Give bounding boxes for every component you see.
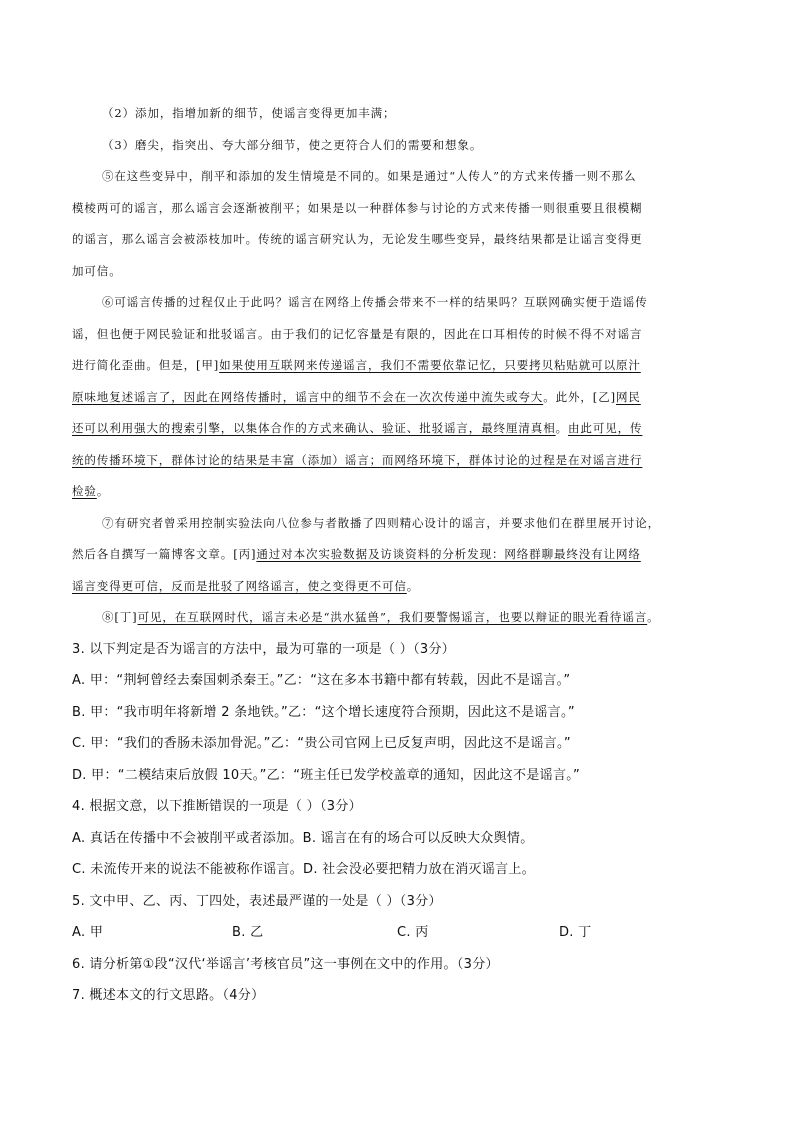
paragraph-6-line — [72, 382, 724, 414]
paragraph-5-line: 模棱两可的谣言，那么谣言会逐渐被削平；如果是以一种群体参与讨论的方式来传播一则很重要且很模糊 — [72, 200, 643, 215]
question-5-option-b: B. 乙 — [232, 925, 264, 940]
paragraph-7-line — [72, 571, 724, 603]
question-3-option-a: A. 甲：“荆轲曾经去秦国刺杀秦王。”乙：“这在多本书籍中都有转载，因此不是谣言。” — [72, 673, 571, 688]
question-3-stem: 3. 以下判定是否为谣言的方法中，最为可靠的一项是（ ）（3分） — [72, 641, 456, 657]
paragraph-6-line — [72, 413, 724, 445]
underlined-sentence-bing: 谣言变得更可信，反而是批驳了网络谣言，使之变得更不可信 — [72, 578, 407, 593]
reading-passage — [72, 98, 724, 634]
question-3-option-c: C. 甲：“我们的香肠未添加骨泥。”乙：“贵公司官网上已反复声明，因此这不是谣言。” — [72, 736, 571, 751]
passage-text: 。 — [555, 421, 569, 435]
underlined-sentence-jia: 原味地复述谣言了，因此在网络传播时，谣言中的细节不会在一次次传递中流失或夸大 — [72, 389, 544, 404]
question-4-stem: 4. 根据文意，以下推断错误的一项是（ ）（3分） — [72, 799, 362, 814]
paragraph-7-line — [72, 539, 724, 571]
paragraph-6-line — [72, 476, 724, 508]
question-section — [72, 634, 724, 1012]
underlined-sentence-conclusion: 由此可见，传 — [568, 421, 643, 435]
underlined-sentence-conclusion: 检验 — [72, 484, 97, 498]
underlined-sentence-ding: 可见，在互联网时代，谣言未必是“洪水猛兽”，我们要警惕谣言，也要以辩证的眼光看待谣言 — [137, 610, 648, 624]
paragraph-6-line — [72, 350, 724, 382]
paragraph-5-line: 加可信。 — [72, 263, 122, 278]
question-5-stem: 5. 文中甲、乙、丙、丁四处，表述最严谨的一处是（ ）（3分） — [72, 893, 442, 909]
passage-text: 。 — [96, 484, 110, 498]
question-3-option-d: D. 甲：“二模结束后放假 10天。”乙：“班主任已发学校盖章的通知，因此这不是谣言。” — [72, 767, 581, 783]
passage-text: 进行简化歪曲。但是，[甲] — [72, 358, 220, 372]
question-7-stem: 7. 概述本文的行文思路。（4分） — [72, 988, 265, 1003]
underlined-sentence-bing: 通过对本次实验数据及访谈资料的分析发现：网络群聊最终没有让网络 — [256, 547, 641, 561]
underlined-sentence-jia: 如果使用互联网来传递谣言，我们不需要依靠记忆，只要拷贝粘贴就可以原汁 — [219, 358, 641, 372]
paragraph-6-line: ⑥可谣言传播的过程仅止于此吗？谣言在网络上传播会带来不一样的结果吗？互联网确实便于造谣传 — [102, 295, 648, 309]
underlined-sentence-conclusion: 统的传播环境下，群体讨论的结果是丰富（添加）谣言；而网络环境下，群体讨论的过程是在对谣言进行 — [72, 452, 643, 467]
passage-text: 。 — [647, 610, 660, 624]
passage-line: （2）添加，指增加新的细节，使谣言变得更加丰满； — [102, 106, 396, 120]
passage-text: ⑧[丁] — [102, 610, 138, 624]
paragraph-5-line: 的谣言，那么谣言会被添枝加叶。传统的谣言研究认为，无论发生哪些变异，最终结果都是让谣言变得更 — [72, 232, 643, 246]
underlined-sentence-yi: 网民 — [615, 389, 641, 404]
paragraph-8-line — [72, 602, 724, 634]
passage-line: （3）磨尖，指突出、夸大部分细节，使之更符合人们的需要和想象。 — [102, 137, 483, 152]
paragraph-5-line: ⑤在这些变异中，削平和添加的发生情境是不同的。如果是通过“人传人”的方式来传播一则不那么 — [102, 169, 637, 183]
question-5-options — [72, 917, 724, 949]
question-3-option-b: B. 甲：“我市明年将新增 2 条地铁。”乙：“这个增长速度符合预期，因此这不是谣言。” — [72, 704, 575, 720]
passage-text: 。 — [406, 578, 420, 593]
question-5-option-a: A. 甲 — [72, 925, 104, 940]
underlined-sentence-yi: 还可以利用强大的搜索引擎，以集体合作的方式来确认、验证、批驳谣言，最终厘清真相 — [72, 421, 556, 435]
question-6-stem: 6. 请分析第①段“汉代‘举谣言’考核官员”这一事例在文中的作用。（3分） — [72, 956, 499, 972]
passage-text: 然后各自撰写一篇博客文章。[丙] — [72, 547, 257, 561]
question-4-options-cd: C. 未流传开来的说法不能被称作谣言。D. 社会没必要把精力放在消灭谣言上。 — [72, 862, 536, 877]
paragraph-6-line: 谣，但也便于网民验证和批驳谣言。由于我们的记忆容量是有限的，因此在口耳相传的时候不得不对谣言 — [72, 326, 643, 341]
passage-text: 。此外，[乙] — [543, 389, 616, 404]
question-5-option-c: C. 丙 — [397, 925, 429, 940]
question-4-options-ab: A. 真话在传播中不会被削平或者添加。B. 谣言在有的场合可以反映大众舆情。 — [72, 830, 534, 846]
question-5-option-d: D. 丁 — [559, 925, 592, 940]
paragraph-7-line: ⑦有研究者曾采用控制实验法向八位参与者散播了四则精心设计的谣言，并要求他们在群里展开讨论， — [102, 515, 660, 530]
